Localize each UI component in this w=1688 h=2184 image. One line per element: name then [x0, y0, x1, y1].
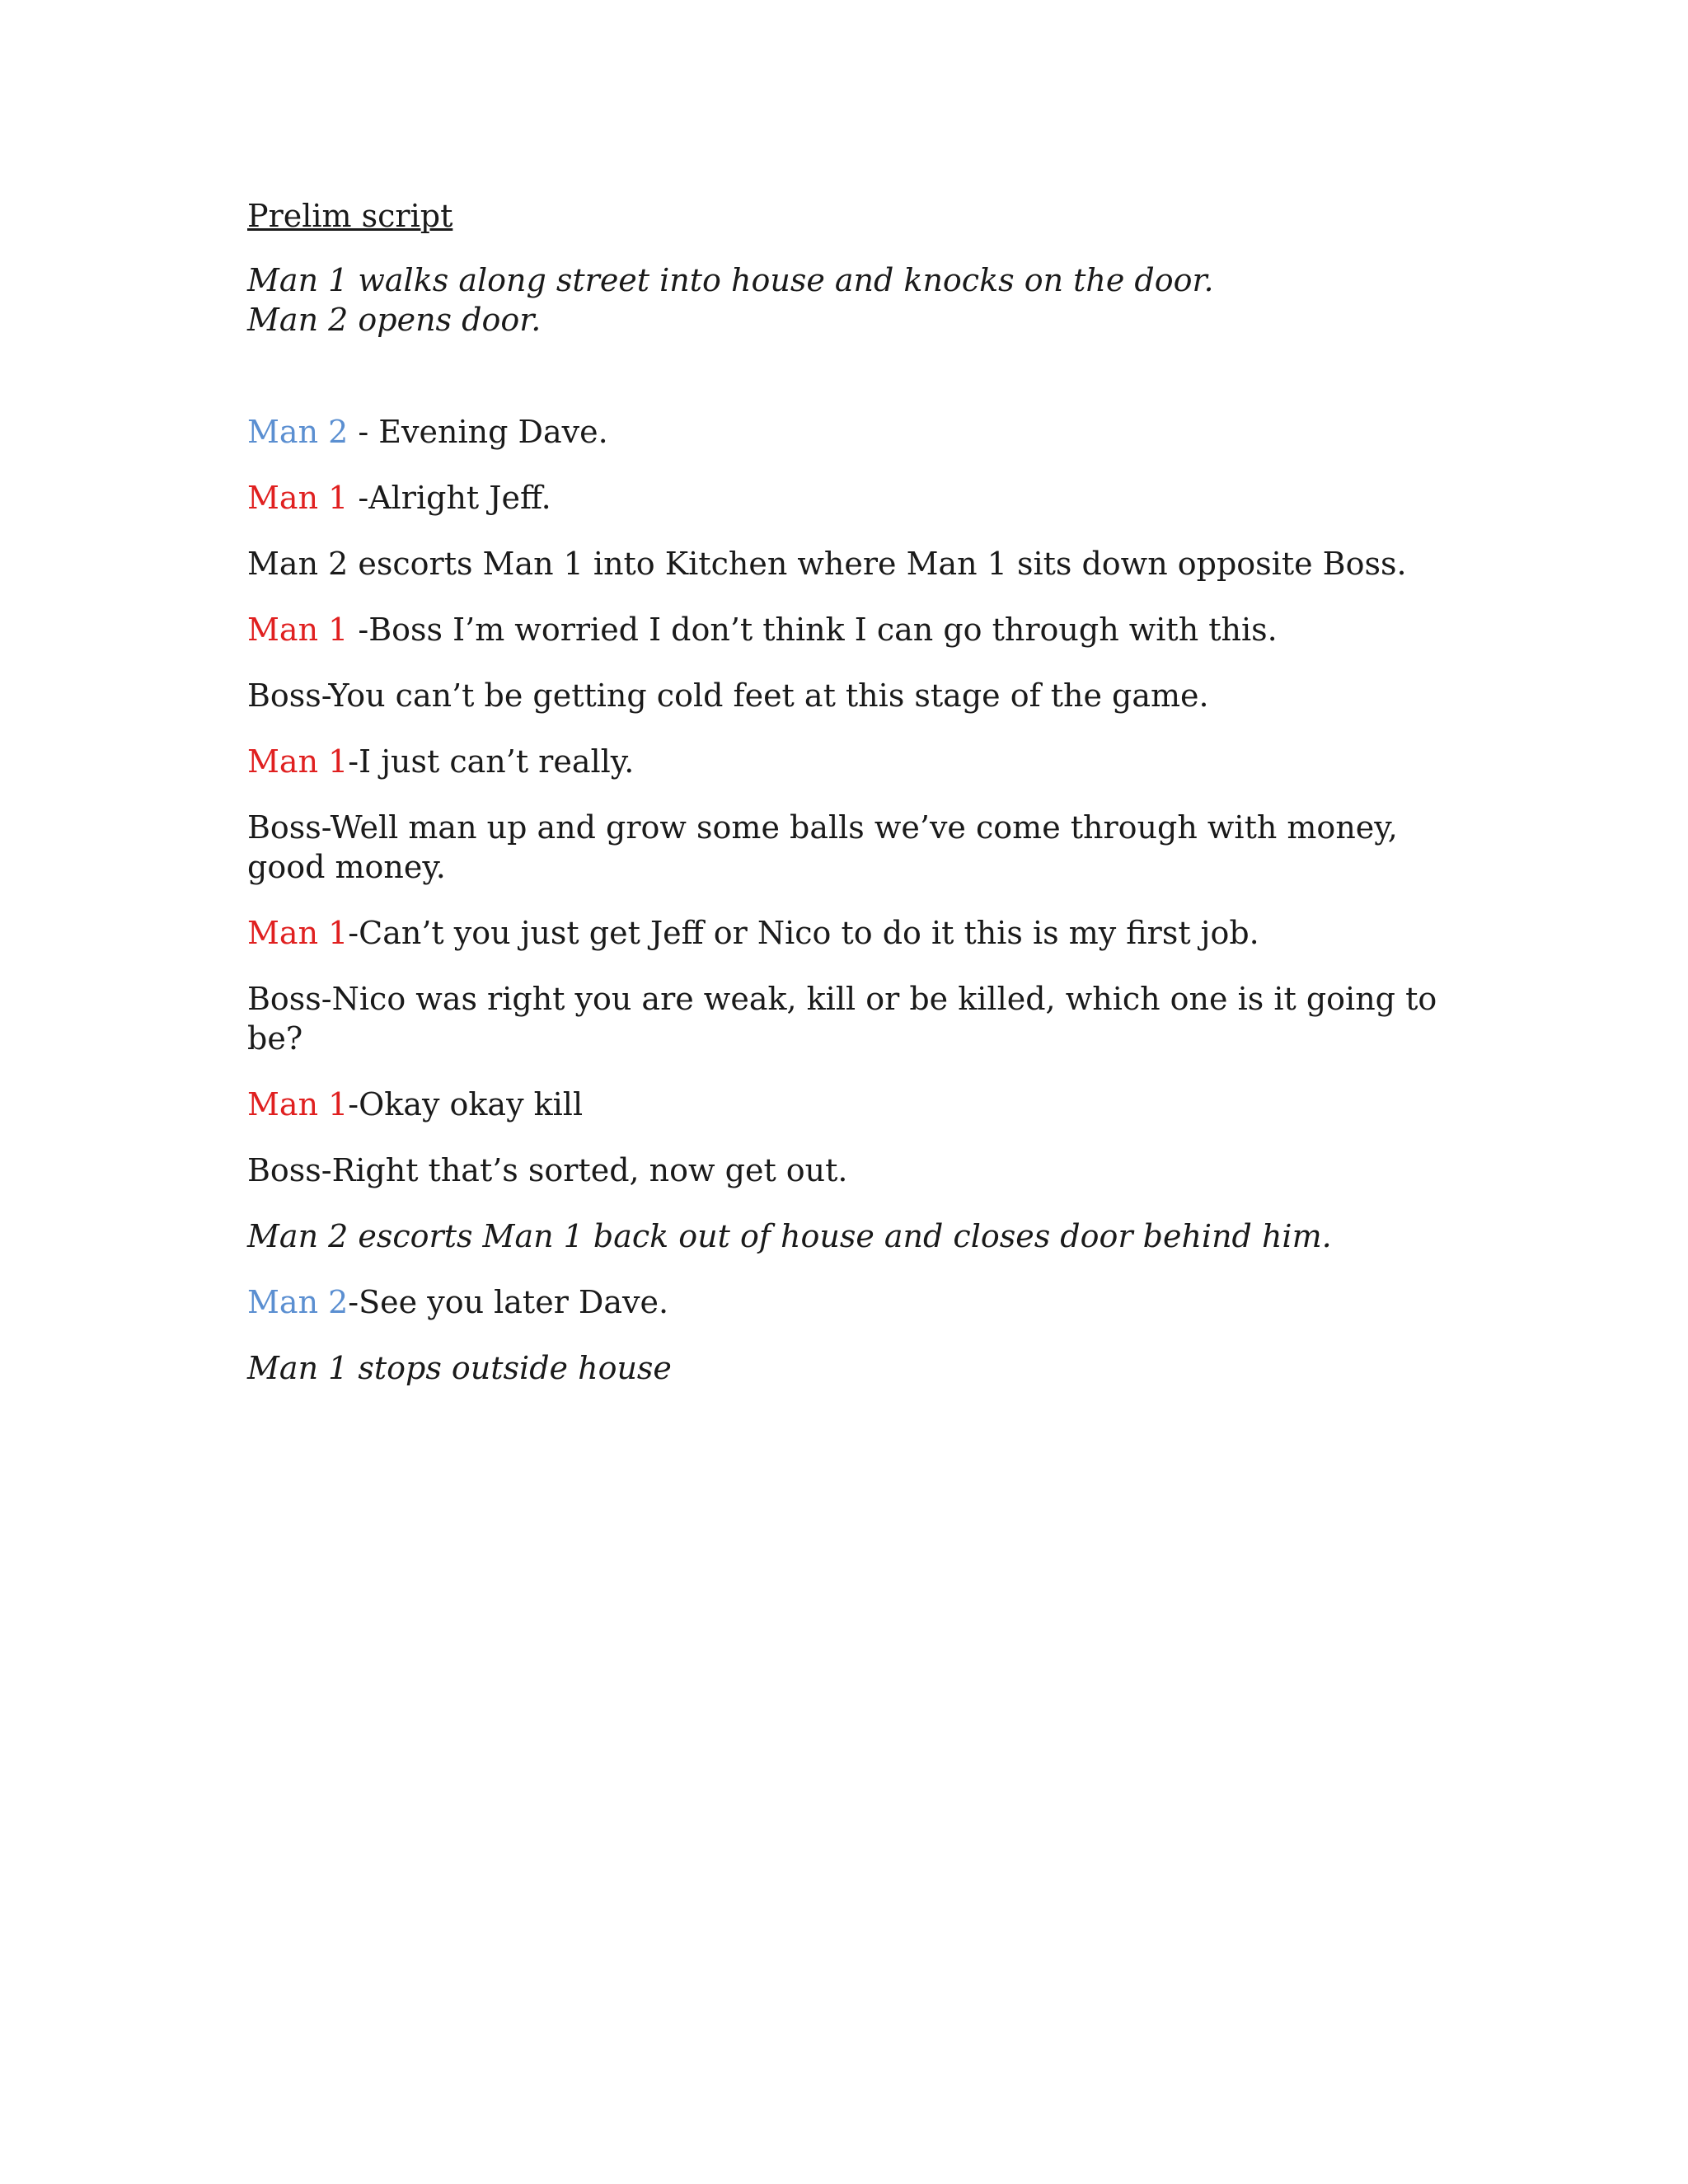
speaker-label: Man 1 — [247, 612, 349, 648]
dialogue-line — [247, 1085, 1451, 1124]
script-page — [247, 196, 1451, 1414]
dialogue-text: - Evening Dave. — [348, 414, 608, 450]
speaker-label: Man 1 — [247, 1086, 349, 1122]
stage-direction: Man 1 walks along street into house and knocks on the door. — [247, 262, 1214, 298]
speaker-label: Man 1 — [247, 743, 349, 780]
boss-line: Boss-You can’t be getting cold feet at this stage of the game. — [247, 677, 1209, 714]
dialogue-text: -Boss I’m worried I don’t think I can go through with this. — [348, 612, 1278, 648]
boss-line: Boss-Nico was right you are weak, kill or be killed, which one is it going to be? — [247, 981, 1437, 1057]
dialogue-line — [247, 610, 1451, 649]
dialogue-line — [247, 913, 1451, 953]
dialogue-text: -Alright Jeff. — [348, 480, 551, 516]
dialogue-text: -See you later Dave. — [348, 1284, 669, 1320]
dialogue-text: -Can’t you just get Jeff or Nico to do it this is my first job. — [348, 915, 1259, 951]
dialogue-text: -I just can’t really. — [348, 743, 635, 780]
stage-direction: Man 2 escorts Man 1 back out of house and closes door behind him. — [247, 1218, 1332, 1254]
action-line: Man 2 escorts Man 1 into Kitchen where Man 1 sits down opposite Boss. — [247, 546, 1407, 582]
stage-direction: Man 1 stops outside house — [247, 1350, 672, 1386]
dialogue-line — [247, 742, 1451, 781]
speaker-label: Man 2 — [247, 414, 349, 450]
stage-direction: Man 2 opens door. — [247, 302, 542, 338]
dialogue-text: -Okay okay kill — [348, 1086, 584, 1122]
speaker-label: Man 1 — [247, 915, 349, 951]
speaker-label: Man 1 — [247, 480, 349, 516]
dialogue-line — [247, 478, 1451, 518]
dialogue-line — [247, 1282, 1451, 1322]
speaker-label: Man 2 — [247, 1284, 349, 1320]
boss-line: Boss-Right that’s sorted, now get out. — [247, 1152, 848, 1188]
document-title: Prelim script — [247, 198, 453, 234]
boss-line: Boss-Well man up and grow some balls we’ve come through with money, good money. — [247, 809, 1398, 885]
dialogue-line — [247, 412, 1451, 452]
